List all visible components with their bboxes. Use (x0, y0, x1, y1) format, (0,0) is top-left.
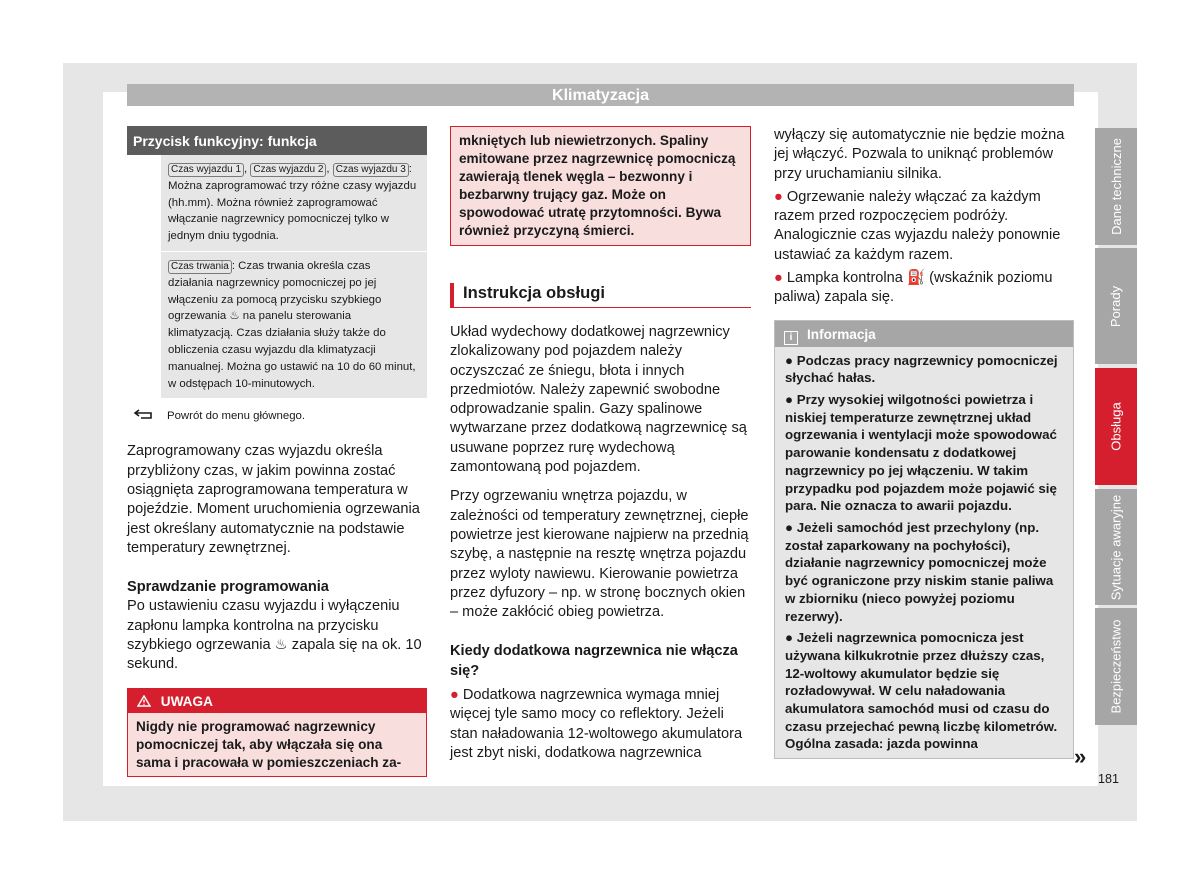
column-1 (127, 126, 427, 777)
function-table (127, 126, 427, 433)
button-label: Czas wyjazdu 1 (168, 163, 244, 177)
info-item: ● Jeżeli samochód jest przechylony (np. został zaparkowany na pochyłości), działanie nagrzewnicy pomocniczej może być ograniczone przy niskim stanie paliwa w zbiorniku (nieco powyżej poziomu rezerwy). (785, 520, 1054, 624)
cell-text: Czas trwania określa czas działania nagrzewnicy pomocniczej po jej włączeniu za pomocą przycisku szybkiego ogrzewania ♨ na panelu sterowania klimatyzacją. Czas działania służy także do obliczenia czasu wyjazdu dla klimatyzacji manualnej. Można go ustawić na 10 do 60 minut, w odstępach 10-minutowych. (168, 259, 416, 390)
info-item: ● Jeżeli nagrzewnica pomocnicza jest używana kilkukrotnie przez dłuższy czas, 12-woltowy akumulator będzie się rozładowywał. W celu naładowania akumulatora samochód musi od czasu do czasu przejechać pewną liczbę kilometrów. Ogólna zasada: jazda powinna (785, 630, 1058, 752)
info-body (775, 347, 1073, 758)
subheading: Sprawdzanie programowania (127, 579, 329, 596)
bullet-icon: ● (774, 270, 783, 287)
info-icon: i (784, 331, 798, 345)
section-title: Instrukcja obsługi (450, 283, 751, 308)
warning-box-continued (450, 126, 751, 246)
paragraph: Układ wydechowy dodatkowej nagrzewnicy zlokalizowany pod pojazdem należy oczyszczać ze śniegu, błota i innych przedmiotów. Należy zapewnić swobodne odprowadzanie spalin. Gazy spalinowe wytwarzane przez dodatkową nagrzewnicę są usuwane poprzez rurę wydechową zamontowaną pod pojazdem. (450, 324, 747, 476)
return-text: Powrót do menu głównego. (161, 408, 427, 425)
table-cell: Czas wyjazdu 1 , Czas wyjazdu 2 , Czas wyjazdu 3 : Można zaprogramować trzy różne czasy wyjazdu (hh.mm). Można również zaprogramować włączanie nagrzewnicy pomocniczej tylko w jednym dniu tygodnia. (161, 155, 427, 251)
side-tab-dane-techniczne[interactable]: Dane techniczne (1095, 128, 1137, 245)
side-tab-sytuacje-awaryjne[interactable]: Sytuacje awaryjne (1095, 489, 1137, 605)
button-label: Czas wyjazdu 2 (250, 163, 326, 177)
side-tab-bezpieczenstwo[interactable]: Bezpieczeństwo (1095, 608, 1137, 725)
paragraph: Zaprogramowany czas wyjazdu określa przybliżony czas, w jakim powinna zostać osiągnięta zaprogramowana temperatura w pojeździe. Moment uruchomienia ogrzewania jest określany automatycznie na podstawie temperatury zewnętrznej. (127, 443, 420, 556)
page-number: 181 (1098, 772, 1120, 786)
table-row (127, 252, 427, 399)
info-title: Informacja (807, 326, 876, 342)
table-cell: Czas trwania : Czas trwania określa czas działania nagrzewnicy pomocniczej po jej włączeniu za pomocą przycisku szybkiego ogrzewania ♨ na panelu sterowania klimatyzacją. Czas działania służy także do obliczenia czasu wyjazdu dla klimatyzacji manualnej. Można go ustawić na 10 do 60 minut, w odstępach 10-minutowych. (161, 252, 427, 398)
bullet-item: ● Ogrzewanie należy włączać za każdym razem przed rozpoczęciem podróży. Analogicznie czas wyjazdu należy ponownie ustawiać za każdym razem. (774, 188, 1061, 263)
paragraph: wyłączy się automatycznie nie będzie można jej włączyć. Pozwala to uniknąć problemów przy uruchamianiu silnika. (774, 127, 1065, 182)
table-row (127, 155, 427, 252)
warning-text: mkniętych lub niewietrzonych. Spaliny emitowane przez nagrzewnicę pomocniczą zawierają tlenek węgla – bezwonny i bezbarwny trujący gaz. Może on spowodować utratę przytomności. Bywa również przyczyną śmierci. (451, 127, 750, 245)
bullet-item: ● Dodatkowa nagrzewnica wymaga mniej więcej tyle samo mocy co reflektory. Jeżeli stan naładowania 12-woltowego akumulatora jest zbyt niski, dodatkowa nagrzewnica (450, 687, 743, 761)
side-tab-obsluga[interactable]: Obsługa (1095, 368, 1137, 485)
column-3 (774, 126, 1074, 759)
warning-title: UWAGA (160, 693, 213, 709)
table-row (127, 399, 427, 433)
page-title: Klimatyzacja (127, 84, 1074, 106)
paragraph: Przy ogrzewaniu wnętrza pojazdu, w zależności od temperatury zewnętrznej, ciepłe powietrze jest kierowane najpierw na przednią szybę, a następnie na resztę wnętrza pojazdu przez wyloty nawiewu. Kierowanie powietrza przez dyfuzory – np. w stronę bocznych okien – może zakłócić obieg powietrza. (450, 488, 749, 621)
info-box (774, 320, 1074, 759)
paragraph: Po ustawieniu czasu wyjazdu i wyłączeniu zapłonu lampka kontrolna na przycisku szybkiego ogrzewania ♨ zapala się na ok. 10 sekund. (127, 598, 422, 673)
button-label: Czas wyjazdu 3 (333, 163, 409, 177)
warning-icon (137, 694, 155, 709)
column-2 (450, 126, 751, 763)
bullet-icon: ● (774, 188, 783, 205)
table-header: Przycisk funkcyjny: funkcja (127, 126, 427, 155)
return-arrow-icon (127, 407, 161, 425)
info-item: ● Podczas pracy nagrzewnicy pomocniczej słychać hałas. (785, 352, 1058, 386)
cell-text: Można zaprogramować trzy różne czasy wyjazdu (hh.mm). Można również zaprogramować włączanie nagrzewnicy pomocniczej tylko w jednym dniu tygodnia. (168, 179, 417, 243)
warning-box (127, 688, 427, 777)
button-label: Czas trwania (168, 260, 232, 274)
bullet-item: ● Lampka kontrolna ⛽ (wskaźnik poziomu paliwa) zapala się. (774, 270, 1053, 306)
bullet-icon: ● (450, 687, 459, 704)
info-item: ● Przy wysokiej wilgotności powietrza i niskiej temperaturze zewnętrznej układ ogrzewania i wentylacji może spowodować parowanie kondensatu z dodatkowej nagrzewnicy po jej włączeniu. W takim przypadku pod pojazdem może pojawić się para. Nie oznacza to awarii pojazdu. (785, 392, 1057, 514)
warning-header (128, 689, 426, 713)
warning-text: Nigdy nie programować nagrzewnicy pomocniczej tak, aby włączała się ona sama i pracowała w pomieszczeniach za- (128, 713, 426, 776)
info-header (775, 321, 1073, 347)
subheading: Kiedy dodatkowa nagrzewnica nie włącza się? (450, 643, 738, 679)
continue-mark: » (1074, 744, 1087, 769)
side-tab-porady[interactable]: Porady (1095, 248, 1137, 364)
